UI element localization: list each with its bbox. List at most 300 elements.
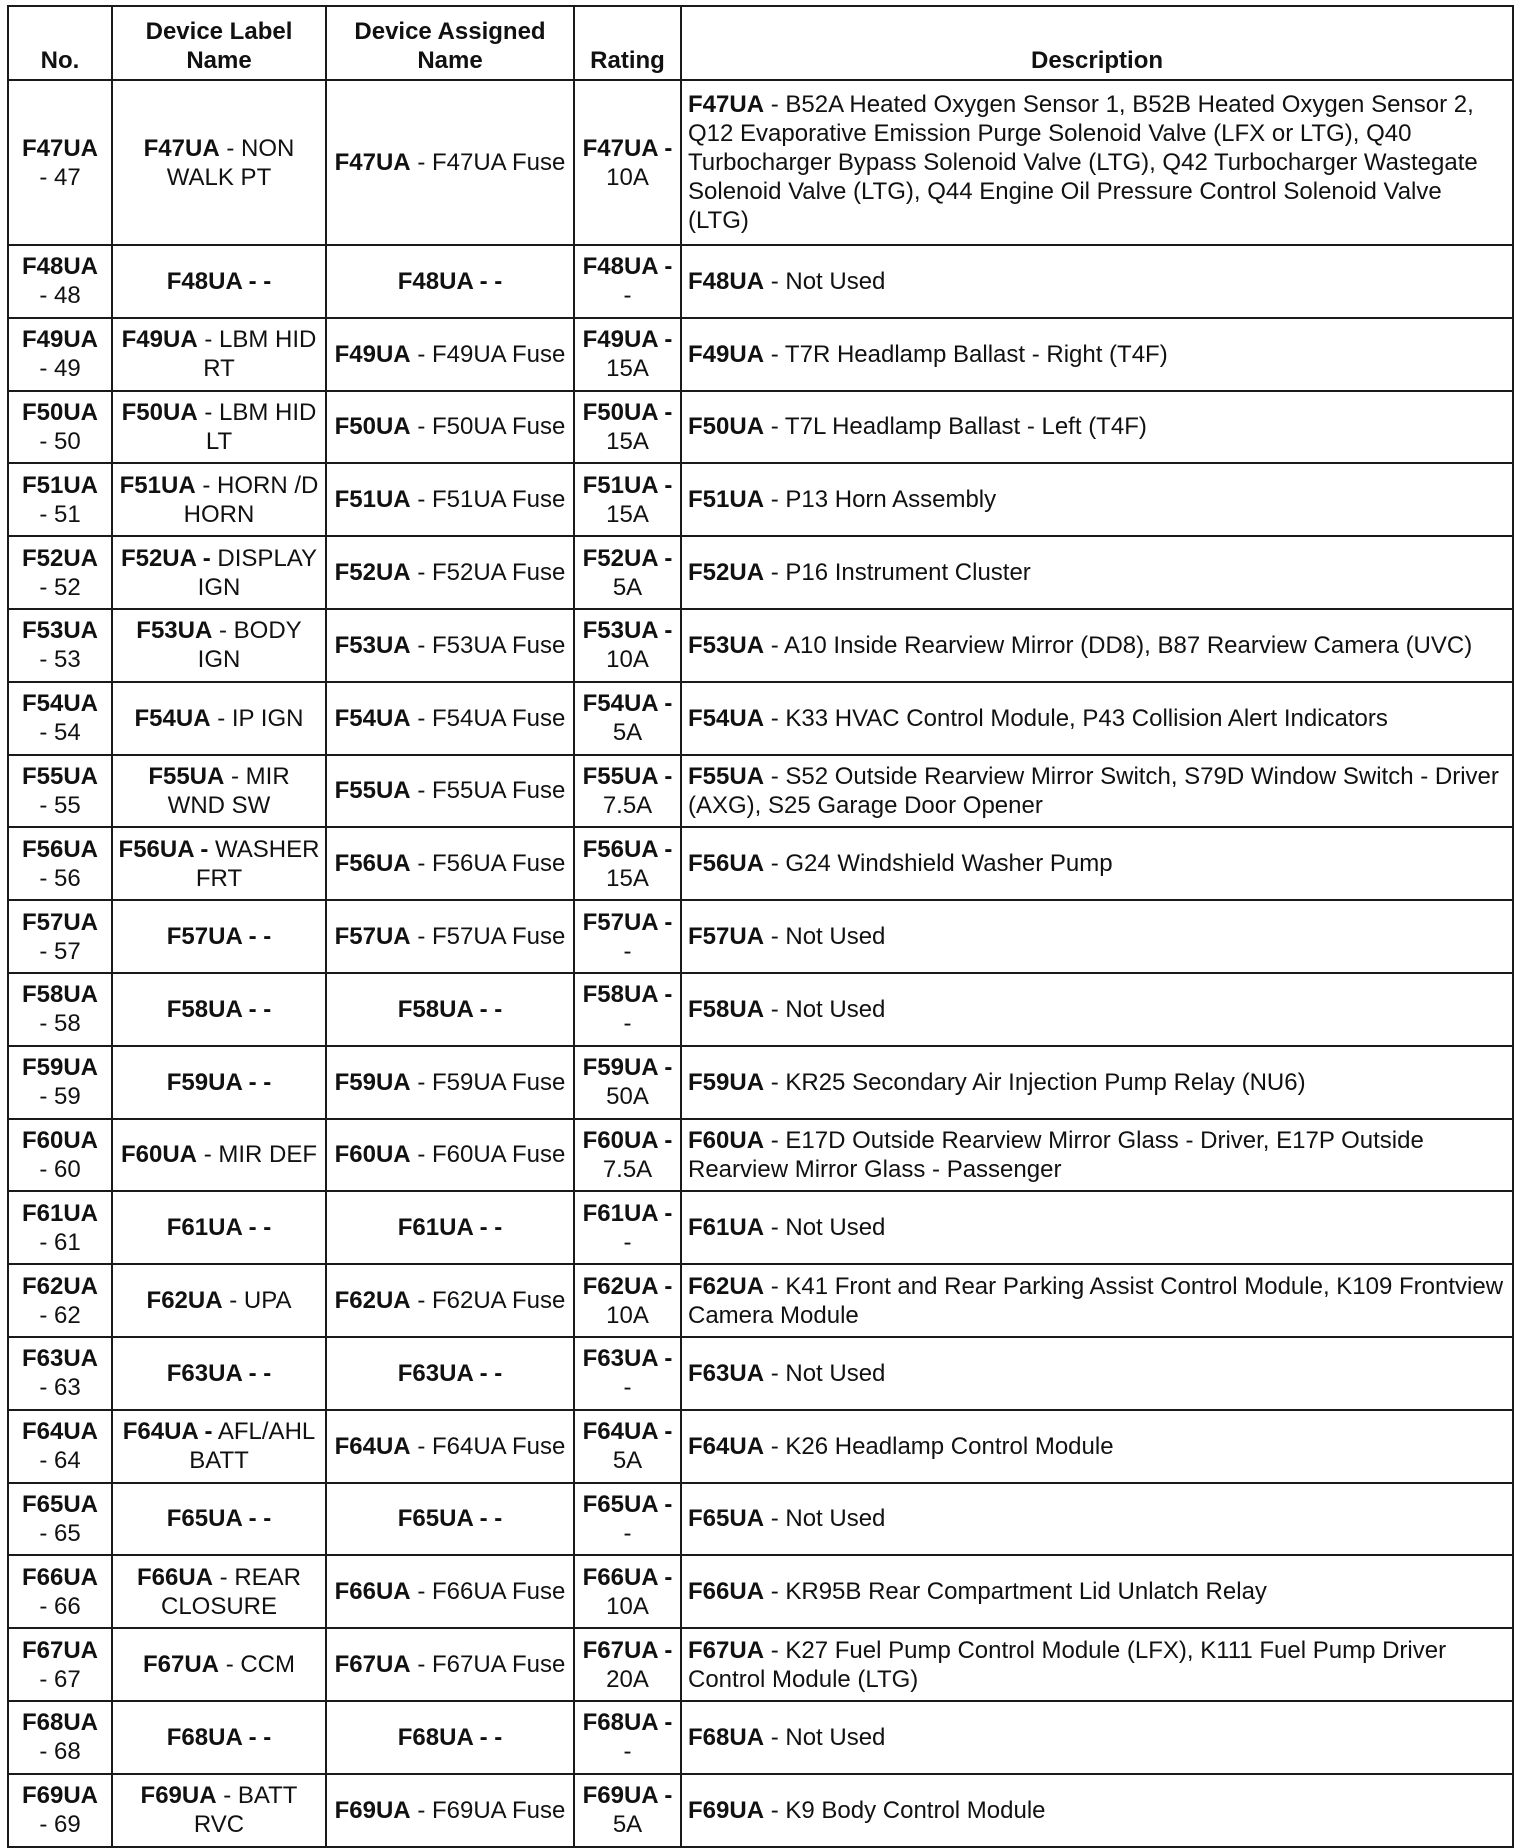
label-id: F51UA (119, 471, 196, 499)
cell-description (681, 245, 1513, 318)
label-name: - BODY IGN (197, 617, 302, 674)
label-id: F52UA - (120, 544, 211, 572)
fuse-number: - 58 (39, 1010, 81, 1038)
fuse-number: - 64 (39, 1447, 81, 1475)
fuse-id: F69UA (21, 1782, 99, 1810)
assigned-id: F67UA (334, 1651, 411, 1679)
fuse-table (7, 5, 1514, 1848)
description-id: F67UA (688, 1636, 765, 1664)
cell-description (681, 1046, 1513, 1119)
cell-no (8, 755, 112, 828)
cell-rating (574, 973, 681, 1046)
label-id: F50UA (121, 398, 198, 426)
cell-rating (574, 536, 681, 609)
cell-rating (574, 900, 681, 973)
label-name: - NON WALK PT (166, 134, 295, 191)
rating-value: 20A (606, 1665, 649, 1693)
rating-value: - (623, 1010, 632, 1038)
cell-no (8, 682, 112, 755)
cell-no (8, 245, 112, 318)
rating-value: - (623, 937, 632, 965)
description-id: F58UA (688, 995, 765, 1023)
fuse-id: F48UA (21, 253, 99, 281)
label-id: F53UA (136, 617, 213, 645)
assigned-id: F53UA (334, 631, 411, 659)
cell-no (8, 536, 112, 609)
assigned-name: - F60UA Fuse (417, 1141, 566, 1169)
fuse-id: F67UA (21, 1636, 99, 1664)
cell-device-label-name (112, 80, 326, 245)
rating-id: F65UA - (582, 1490, 673, 1518)
fuse-number: - 48 (39, 282, 81, 310)
table-row (8, 1264, 1513, 1337)
cell-description (681, 1337, 1513, 1410)
cell-rating (574, 1337, 681, 1410)
fuse-id: F64UA (21, 1418, 99, 1446)
label-name: - BATT RVC (193, 1782, 298, 1839)
description-id: F61UA (688, 1214, 765, 1242)
cell-device-label-name (112, 973, 326, 1046)
cell-device-assigned-name (326, 1628, 574, 1701)
rating-value: - (623, 1519, 632, 1547)
cell-description (681, 1264, 1513, 1337)
cell-rating (574, 463, 681, 536)
label-id: F65UA - - (166, 1505, 272, 1533)
table-row (8, 391, 1513, 464)
fuse-number: - 56 (39, 864, 81, 892)
table-row (8, 1337, 1513, 1410)
assigned-id: F63UA - - (397, 1359, 503, 1387)
fuse-number: - 51 (39, 500, 81, 528)
description-id: F66UA (688, 1578, 765, 1606)
cell-device-label-name (112, 1046, 326, 1119)
label-id: F66UA (136, 1563, 213, 1591)
table-row (8, 682, 1513, 755)
fuse-number: - 60 (39, 1155, 81, 1183)
cell-rating (574, 245, 681, 318)
description-id: F48UA (688, 267, 765, 295)
cell-rating (574, 1774, 681, 1847)
fuse-number: - 63 (39, 1374, 81, 1402)
label-name: - IP IGN (217, 704, 304, 732)
fuse-number: - 59 (39, 1083, 81, 1111)
rating-value: 15A (606, 864, 649, 892)
fuse-id: F61UA (21, 1199, 99, 1227)
cell-device-label-name (112, 245, 326, 318)
assigned-id: F48UA - - (397, 267, 503, 295)
cell-no (8, 1483, 112, 1556)
cell-description (681, 1410, 1513, 1483)
cell-device-assigned-name (326, 1046, 574, 1119)
rating-id: F56UA - (582, 835, 673, 863)
cell-device-label-name (112, 1191, 326, 1264)
description-id: F57UA (688, 923, 765, 951)
cell-no (8, 1774, 112, 1847)
cell-rating (574, 1410, 681, 1483)
table-row (8, 1701, 1513, 1774)
fuse-id: F66UA (21, 1563, 99, 1591)
label-name: - MIR WND SW (167, 762, 290, 819)
cell-device-assigned-name (326, 391, 574, 464)
cell-rating (574, 682, 681, 755)
label-name: - CCM (225, 1651, 296, 1679)
fuse-number: - 62 (39, 1301, 81, 1329)
cell-description (681, 900, 1513, 973)
cell-no (8, 318, 112, 391)
assigned-id: F49UA (334, 340, 411, 368)
description-id: F65UA (688, 1505, 765, 1533)
cell-no (8, 1264, 112, 1337)
fuse-id: F50UA (21, 398, 99, 426)
cell-description (681, 682, 1513, 755)
rating-id: F69UA - (582, 1782, 673, 1810)
rating-id: F47UA - (582, 134, 673, 162)
assigned-id: F50UA (334, 413, 411, 441)
cell-rating (574, 318, 681, 391)
cell-device-assigned-name (326, 900, 574, 973)
cell-device-assigned-name (326, 1555, 574, 1628)
cell-device-label-name (112, 900, 326, 973)
table-row (8, 1628, 1513, 1701)
cell-description (681, 1774, 1513, 1847)
fuse-id: F57UA (21, 908, 99, 936)
label-id: F58UA - - (166, 995, 272, 1023)
rating-value: 50A (606, 1083, 649, 1111)
assigned-id: F66UA (334, 1578, 411, 1606)
assigned-name: - F67UA Fuse (417, 1651, 566, 1679)
label-name: AFL/AHL BATT (189, 1418, 316, 1475)
cell-device-label-name (112, 318, 326, 391)
cell-device-label-name (112, 1774, 326, 1847)
assigned-id: F65UA - - (397, 1505, 503, 1533)
fuse-id: F62UA (21, 1272, 99, 1300)
description-id: F63UA (688, 1359, 765, 1387)
description-id: F52UA (688, 559, 765, 587)
rating-id: F53UA - (582, 617, 673, 645)
label-id: F56UA - (118, 835, 209, 863)
description-text: - Not Used (770, 995, 886, 1023)
fuse-id: F58UA (21, 981, 99, 1009)
label-id: F47UA (143, 134, 220, 162)
assigned-name: - F57UA Fuse (417, 923, 566, 951)
header-description: Description (681, 6, 1513, 80)
rating-id: F52UA - (582, 544, 673, 572)
header-rating: Rating (574, 6, 681, 80)
fuse-id: F54UA (21, 690, 99, 718)
assigned-name: - F47UA Fuse (417, 149, 566, 176)
cell-device-assigned-name (326, 80, 574, 245)
cell-no (8, 1555, 112, 1628)
header-device-label-name: Device Label Name (112, 6, 326, 80)
cell-no (8, 80, 112, 245)
rating-id: F48UA - (582, 253, 673, 281)
cell-no (8, 1119, 112, 1192)
description-text: - A10 Inside Rearview Mirror (DD8), B87 Rearview Camera (UVC) (770, 631, 1473, 659)
fuse-number: - 55 (39, 791, 81, 819)
cell-rating (574, 1701, 681, 1774)
fuse-number: - 65 (39, 1519, 81, 1547)
description-text: - Not Used (770, 923, 886, 951)
assigned-name: - F59UA Fuse (417, 1068, 566, 1096)
rating-value: 15A (606, 355, 649, 383)
fuse-id: F59UA (21, 1054, 99, 1082)
label-name: - HORN /D HORN (183, 471, 319, 528)
cell-device-assigned-name (326, 1264, 574, 1337)
description-id: F62UA (688, 1272, 765, 1300)
cell-device-label-name (112, 827, 326, 900)
table-row (8, 80, 1513, 245)
table-row (8, 609, 1513, 682)
description-id: F54UA (688, 704, 765, 732)
description-text: - K26 Headlamp Control Module (770, 1432, 1114, 1460)
cell-device-label-name (112, 1410, 326, 1483)
description-text: - KR25 Secondary Air Injection Pump Relay (NU6) (770, 1068, 1306, 1096)
cell-device-assigned-name (326, 463, 574, 536)
description-text: - K27 Fuel Pump Control Module (LFX), K111 Fuel Pump Driver Control Module (LTG) (688, 1636, 1447, 1693)
rating-id: F68UA - (582, 1709, 673, 1737)
description-text: - B52A Heated Oxygen Sensor 1, B52B Heated Oxygen Sensor 2, Q12 Evaporative Emission Purge Solenoid Valve (LFX or LTG), Q40 Turbocharger Bypass Solenoid Valve (LTG), Q42 Turbocharger Wastegate Solenoid Valve (LTG), Q44 Engine Oil Pressure Control Solenoid Valve (LTG) (688, 91, 1478, 234)
cell-rating (574, 1555, 681, 1628)
label-name: - UPA (229, 1287, 292, 1315)
label-name: - REAR CLOSURE (160, 1563, 302, 1620)
cell-rating (574, 1191, 681, 1264)
table-row (8, 1119, 1513, 1192)
table-row (8, 1555, 1513, 1628)
rating-value: 10A (606, 1592, 649, 1620)
fuse-id: F49UA (21, 326, 99, 354)
assigned-name: - F51UA Fuse (417, 486, 566, 514)
cell-rating (574, 755, 681, 828)
description-id: F49UA (688, 340, 765, 368)
table-row (8, 827, 1513, 900)
table-row (8, 755, 1513, 828)
cell-rating (574, 391, 681, 464)
description-id: F60UA (688, 1126, 765, 1154)
fuse-id: F63UA (21, 1345, 99, 1373)
cell-device-label-name (112, 1337, 326, 1410)
rating-id: F50UA - (582, 398, 673, 426)
fuse-number: - 68 (39, 1738, 81, 1766)
description-text: - K9 Body Control Module (770, 1796, 1046, 1824)
description-id: F55UA (688, 762, 765, 790)
header-row (8, 6, 1513, 80)
assigned-id: F60UA (334, 1141, 411, 1169)
table-row (8, 973, 1513, 1046)
rating-value: 5A (612, 573, 643, 601)
cell-device-label-name (112, 755, 326, 828)
cell-device-label-name (112, 1483, 326, 1556)
cell-device-assigned-name (326, 1337, 574, 1410)
cell-description (681, 463, 1513, 536)
label-id: F54UA (134, 704, 211, 732)
label-id: F60UA (120, 1141, 198, 1169)
cell-device-assigned-name (326, 682, 574, 755)
cell-no (8, 1046, 112, 1119)
table-row (8, 318, 1513, 391)
table-row (8, 900, 1513, 973)
label-id: F48UA - - (166, 267, 272, 295)
rating-id: F60UA - (582, 1126, 673, 1154)
header-device-assigned-name: Device Assigned Name (326, 6, 574, 80)
fuse-number: - 61 (39, 1228, 81, 1256)
description-text: - Not Used (770, 267, 886, 295)
table-row (8, 1191, 1513, 1264)
fuse-number: - 52 (39, 573, 81, 601)
assigned-id: F69UA (334, 1796, 411, 1824)
fuse-number: - 69 (39, 1811, 81, 1839)
table-row (8, 1774, 1513, 1847)
fuse-number: - 50 (39, 427, 81, 455)
rating-id: F58UA - (582, 981, 673, 1009)
assigned-name: - F62UA Fuse (417, 1287, 566, 1315)
assigned-name: - F53UA Fuse (417, 631, 566, 659)
description-text: - K41 Front and Rear Parking Assist Control Module, K109 Frontview Camera Module (688, 1272, 1504, 1329)
cell-rating (574, 1628, 681, 1701)
assigned-id: F51UA (334, 486, 411, 514)
fuse-id: F60UA (21, 1126, 99, 1154)
cell-device-assigned-name (326, 245, 574, 318)
assigned-name: - F55UA Fuse (417, 777, 566, 805)
fuse-id: F51UA (21, 471, 99, 499)
assigned-name: - F54UA Fuse (417, 704, 566, 732)
cell-no (8, 973, 112, 1046)
cell-description (681, 973, 1513, 1046)
label-name: - LBM HID RT (203, 326, 317, 383)
fuse-number: - 53 (39, 646, 81, 674)
description-text: - K33 HVAC Control Module, P43 Collision Alert Indicators (770, 704, 1388, 732)
cell-rating (574, 1046, 681, 1119)
rating-value: 7.5A (602, 791, 653, 819)
rating-id: F64UA - (582, 1418, 673, 1446)
cell-device-assigned-name (326, 536, 574, 609)
fuse-id: F68UA (21, 1709, 99, 1737)
description-text: - G24 Windshield Washer Pump (770, 850, 1113, 878)
cell-no (8, 1191, 112, 1264)
label-name: DISPLAY IGN (197, 544, 318, 601)
assigned-id: F52UA (334, 559, 411, 587)
rating-value: 15A (606, 500, 649, 528)
description-text: - P13 Horn Assembly (770, 486, 997, 514)
assigned-name: - F69UA Fuse (417, 1796, 566, 1824)
cell-rating (574, 609, 681, 682)
rating-value: 10A (606, 1301, 649, 1329)
cell-device-assigned-name (326, 1119, 574, 1192)
cell-device-assigned-name (326, 1701, 574, 1774)
description-text: - Not Used (770, 1359, 886, 1387)
table-body (8, 80, 1513, 1847)
description-id: F47UA (688, 91, 765, 118)
label-id: F61UA - - (166, 1214, 272, 1242)
cell-no (8, 827, 112, 900)
rating-id: F62UA - (582, 1272, 673, 1300)
assigned-name: - F50UA Fuse (417, 413, 566, 441)
cell-no (8, 900, 112, 973)
cell-device-label-name (112, 1628, 326, 1701)
table-row (8, 463, 1513, 536)
cell-device-label-name (112, 1264, 326, 1337)
rating-value: 10A (606, 163, 649, 191)
rating-value: - (623, 1738, 632, 1766)
cell-no (8, 1410, 112, 1483)
cell-description (681, 391, 1513, 464)
cell-device-assigned-name (326, 755, 574, 828)
cell-device-label-name (112, 1701, 326, 1774)
rating-id: F54UA - (582, 690, 673, 718)
rating-value: 5A (612, 719, 643, 747)
cell-device-label-name (112, 391, 326, 464)
cell-device-label-name (112, 682, 326, 755)
description-id: F64UA (688, 1432, 765, 1460)
cell-description (681, 536, 1513, 609)
description-text: - T7R Headlamp Ballast - Right (T4F) (770, 340, 1168, 368)
cell-description (681, 1191, 1513, 1264)
fuse-number: - 54 (39, 719, 81, 747)
assigned-id: F61UA - - (397, 1214, 503, 1242)
fuse-number: - 66 (39, 1592, 81, 1620)
label-id: F62UA (146, 1287, 223, 1315)
cell-rating (574, 1119, 681, 1192)
rating-value: 15A (606, 427, 649, 455)
cell-rating (574, 80, 681, 245)
assigned-id: F47UA (334, 149, 411, 176)
rating-id: F67UA - (582, 1636, 673, 1664)
description-text: - Not Used (770, 1214, 886, 1242)
cell-device-assigned-name (326, 609, 574, 682)
label-id: F68UA - - (166, 1723, 272, 1751)
rating-value: - (623, 282, 632, 310)
cell-description (681, 80, 1513, 245)
assigned-name: - F52UA Fuse (417, 559, 566, 587)
rating-id: F63UA - (582, 1345, 673, 1373)
cell-device-label-name (112, 1555, 326, 1628)
assigned-name: - F49UA Fuse (417, 340, 566, 368)
label-id: F67UA (142, 1651, 220, 1679)
rating-id: F49UA - (582, 326, 673, 354)
description-id: F56UA (688, 850, 765, 878)
label-id: F63UA - - (166, 1359, 272, 1387)
cell-device-assigned-name (326, 973, 574, 1046)
table-row (8, 1410, 1513, 1483)
table-header (8, 6, 1513, 80)
assigned-id: F57UA (334, 923, 411, 951)
fuse-number: - 47 (39, 163, 81, 191)
description-id: F69UA (688, 1796, 765, 1824)
assigned-id: F64UA (334, 1432, 411, 1460)
fuse-id: F47UA (21, 134, 99, 162)
cell-description (681, 755, 1513, 828)
label-name: - LBM HID LT (204, 398, 317, 455)
rating-id: F66UA - (582, 1563, 673, 1591)
rating-value: 7.5A (602, 1155, 653, 1183)
assigned-id: F58UA - - (397, 995, 503, 1023)
cell-device-assigned-name (326, 1774, 574, 1847)
description-id: F59UA (688, 1068, 765, 1096)
rating-id: F57UA - (582, 908, 673, 936)
label-id: F55UA (148, 762, 225, 790)
description-text: - T7L Headlamp Ballast - Left (T4F) (770, 413, 1147, 441)
label-id: F59UA - - (166, 1068, 272, 1096)
rating-value: - (623, 1228, 632, 1256)
rating-value: 5A (612, 1811, 643, 1839)
cell-device-label-name (112, 463, 326, 536)
rating-id: F61UA - (582, 1199, 673, 1227)
fuse-number: - 57 (39, 937, 81, 965)
cell-description (681, 1628, 1513, 1701)
fuse-id: F55UA (21, 762, 99, 790)
cell-no (8, 463, 112, 536)
cell-device-assigned-name (326, 827, 574, 900)
rating-id: F59UA - (582, 1054, 673, 1082)
